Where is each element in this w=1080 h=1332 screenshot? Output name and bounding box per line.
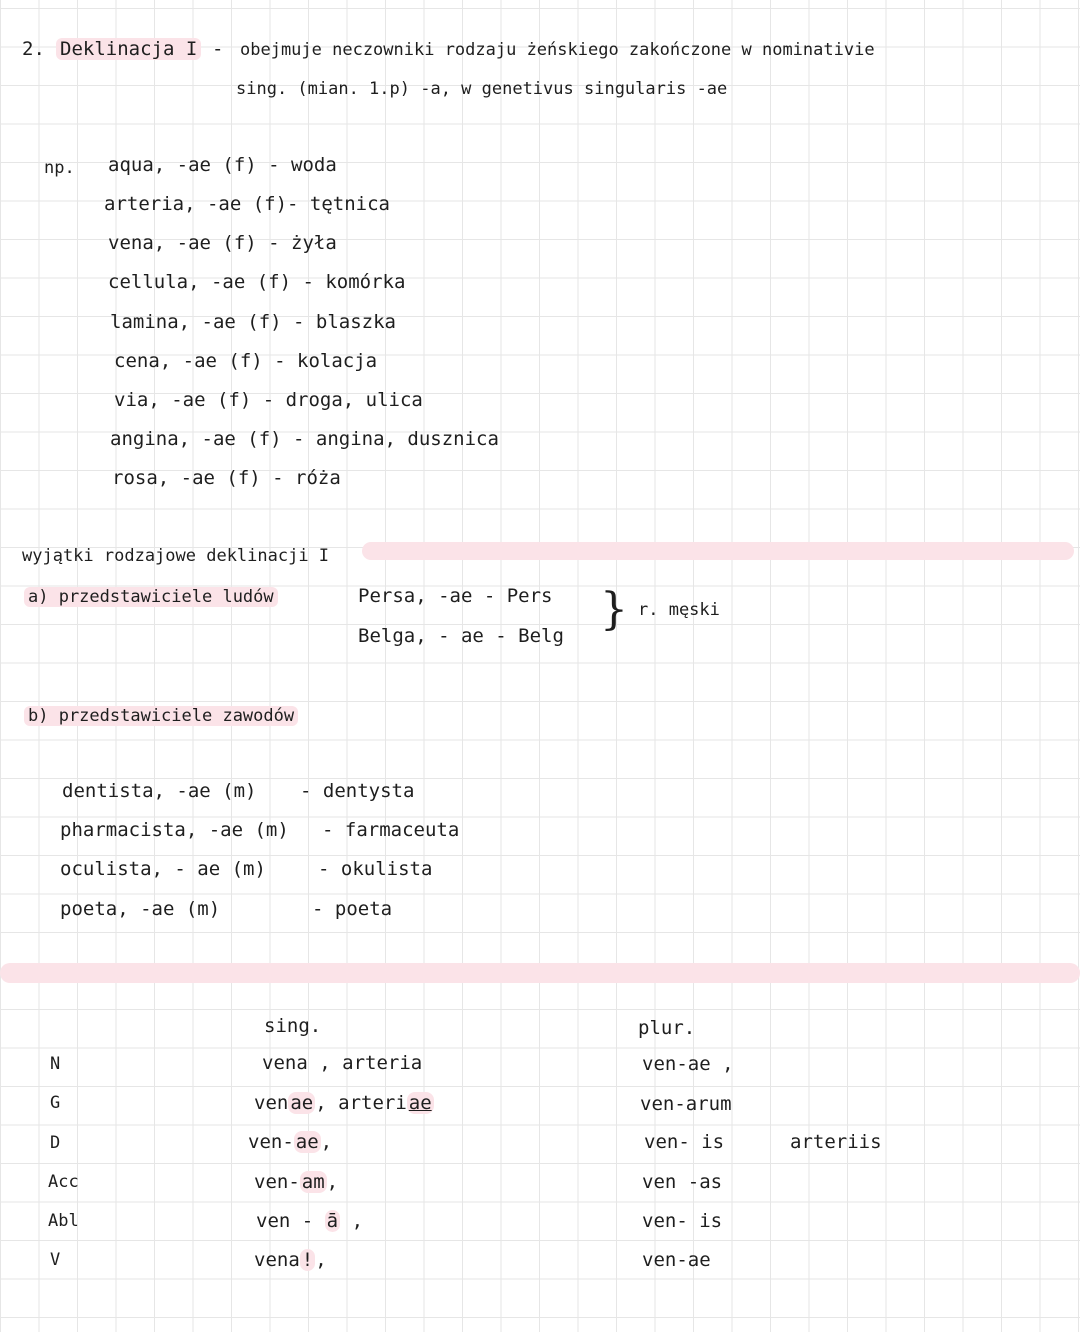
example-item: vena, -ae (f) - żyła [108, 232, 337, 254]
example-item: aqua, -ae (f) - woda [108, 154, 337, 176]
sing-g-e: ae [408, 1092, 432, 1114]
sing-dative [248, 1130, 332, 1154]
sing-nominative [262, 1051, 422, 1075]
header-line-1: obejmuje neczowniki rodzaju żeńskiego zakończone w nominativie [240, 40, 875, 60]
sing-n-b: , [319, 1052, 331, 1074]
sing-d-b: ae [295, 1131, 319, 1153]
example-item: cellula, -ae (f) - komórka [108, 271, 406, 293]
examples-label: np. [44, 158, 75, 178]
plur-header: plur. [638, 1017, 696, 1039]
profession-polish: - okulista [318, 858, 433, 880]
example-item: rosa, -ae (f) - róża [112, 467, 341, 489]
highlight-band [362, 542, 1074, 560]
profession-polish: - poeta [312, 898, 393, 920]
profession-latin: dentista, -ae (m) [62, 780, 257, 802]
plur-accusative: ven -as [642, 1171, 723, 1193]
sing-d-c: , [320, 1131, 333, 1153]
case-label: Abl [48, 1211, 79, 1231]
profession-polish: - farmaceuta [322, 819, 460, 841]
sing-g-b: ae [290, 1092, 314, 1114]
plur-vocative: ven-ae [642, 1249, 711, 1271]
plur-dative: ven- is [644, 1131, 725, 1153]
sing-abl-c: , [351, 1210, 364, 1232]
example-item: arteria, -ae (f)- tętnica [104, 193, 390, 215]
exception-a-item: Persa, -ae - Pers [358, 585, 553, 607]
sing-vocative [254, 1248, 327, 1272]
sing-v-b: ! [301, 1249, 314, 1271]
profession-polish: - dentysta [300, 780, 415, 802]
highlight-band [0, 963, 1080, 983]
plur-ablative: ven- is [642, 1210, 723, 1232]
sing-v-a: vena [254, 1249, 300, 1271]
exceptions-b-label [24, 704, 298, 728]
sing-g-c: , [315, 1092, 327, 1114]
plur-nominative: ven-ae , [642, 1053, 734, 1075]
case-label: N [50, 1054, 61, 1074]
exceptions-b-label-text: b) przedstawiciele zawodów [24, 706, 298, 726]
sing-acc-b: am [301, 1171, 325, 1193]
sing-acc-c: , [326, 1171, 339, 1193]
section-number: 2. [22, 38, 45, 60]
sing-d-a: ven- [248, 1131, 294, 1153]
header-dash: - [212, 38, 224, 60]
case-label: D [50, 1133, 61, 1153]
example-item: lamina, -ae (f) - blaszka [110, 311, 396, 333]
sing-n-a: vena [262, 1052, 308, 1074]
gender-note: r. męski [638, 600, 720, 620]
profession-latin: oculista, - ae (m) [60, 858, 266, 880]
section-title-text: Deklinacja I [56, 38, 201, 60]
sing-accusative [254, 1170, 338, 1194]
sing-g-d: arteri [338, 1092, 407, 1114]
sing-abl-a: ven - [256, 1210, 314, 1232]
profession-latin: poeta, -ae (m) [60, 898, 221, 920]
exception-a-item: Belga, - ae - Belg [358, 625, 564, 647]
sing-abl-b: ā [326, 1210, 339, 1232]
plur-genitive: ven-arum [640, 1093, 732, 1115]
example-item: angina, -ae (f) - angina, dusznica [110, 428, 499, 450]
example-item: cena, -ae (f) - kolacja [114, 350, 378, 372]
case-label: V [50, 1250, 61, 1270]
sing-g-a: ven [254, 1092, 289, 1114]
exceptions-a-label [24, 585, 278, 609]
sing-acc-a: ven- [254, 1171, 300, 1193]
profession-latin: pharmacista, -ae (m) [60, 819, 289, 841]
brace: } [600, 584, 628, 635]
sing-genitive [254, 1091, 434, 1115]
header-line-2: sing. (mian. 1.p) -a, w genetivus singularis -ae [236, 79, 728, 99]
sing-ablative [256, 1209, 363, 1233]
sing-n-c: arteria [342, 1052, 423, 1074]
example-item: via, -ae (f) - droga, ulica [114, 389, 423, 411]
section-title [56, 37, 201, 61]
exceptions-title: wyjątki rodzajowe deklinacji I [22, 546, 330, 566]
plur-note: arteriis [790, 1131, 882, 1153]
exceptions-a-label-text: a) przedstawiciele ludów [24, 587, 278, 607]
case-label: G [50, 1093, 61, 1113]
case-label: Acc [48, 1172, 79, 1192]
sing-v-c: , [315, 1249, 327, 1271]
sing-header: sing. [264, 1015, 322, 1037]
